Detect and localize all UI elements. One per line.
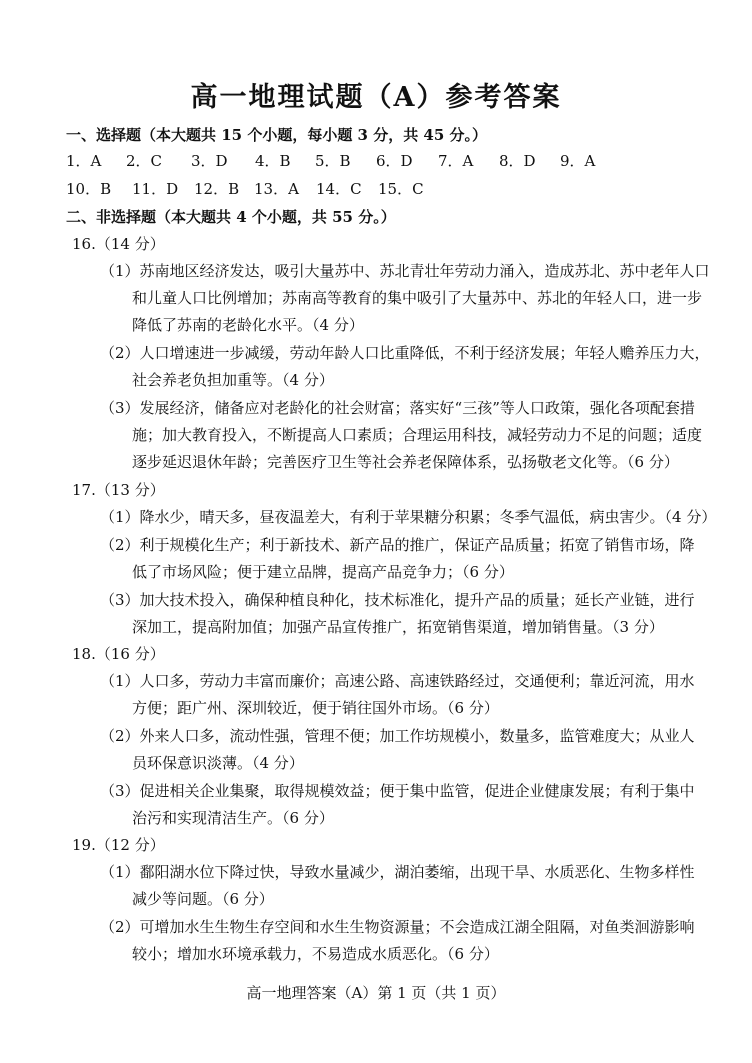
- mc-answer: 6．D: [376, 152, 413, 170]
- mc-answer: 15．C: [378, 180, 424, 198]
- answer-text: 减少等问题。（6 分）: [132, 890, 274, 908]
- answer-text: （3）发展经济，储备应对老龄化的社会财富；落实好“三孩”等人口政策，强化各项配套措: [100, 399, 695, 417]
- answer-text: 施；加大教育投入，不断提高人口素质；合理运用科技，减轻劳动力不足的问题；适度: [132, 426, 703, 444]
- answer-text: （1）降水少，晴天多，昼夜温差大，有利于苹果糖分积累；冬季气温低，病虫害少。（4 分）: [100, 508, 717, 526]
- answer-text: 方便；距广州、深圳较近，便于销往国外市场。（6 分）: [132, 699, 499, 717]
- mc-answer: 3．D: [191, 152, 228, 170]
- answer-text: （3）促进相关企业集聚，取得规模效益；便于集中监管，促进企业健康发展；有利于集中: [100, 782, 695, 800]
- answer-text: （1）人口多，劳动力丰富而廉价；高速公路、高速铁路经过，交通便利；靠近河流，用水: [100, 672, 695, 690]
- answer-text: （3）加大技术投入，确保种植良种化，技术标准化，提升产品的质量；延长产业链，进行: [100, 591, 695, 609]
- mc-answer: 12．B: [194, 180, 240, 198]
- question-16-label: 16.（14 分）: [72, 235, 165, 253]
- mc-answer: 14．C: [316, 180, 362, 198]
- answer-text: 低了市场风险；便于建立品牌，提高产品竞争力；（6 分）: [132, 563, 514, 581]
- mc-answer: 8．D: [499, 152, 536, 170]
- answer-text: 深加工，提高附加值；加强产品宣传推广，拓宽销售渠道，增加销售量。（3 分）: [132, 618, 664, 636]
- answer-text: （2）外来人口多，流动性强，管理不便；加工作坊规模小，数量多，监管难度大；从业人: [100, 727, 695, 745]
- mc-answer: 7．A: [438, 152, 474, 170]
- answer-text: 社会养老负担加重等。（4 分）: [132, 371, 334, 389]
- answer-text: 员环保意识淡薄。（4 分）: [132, 754, 304, 772]
- mc-answer: 5．B: [315, 152, 351, 170]
- page-title: 高一地理试题（A）参考答案: [190, 82, 562, 113]
- question-18-label: 18.（16 分）: [72, 645, 165, 663]
- answer-text: （2）人口增速进一步减缓，劳动年龄人口比重降低，不利于经济发展；年轻人赡养压力大，: [100, 344, 710, 362]
- answer-text: 逐步延迟退休年龄；完善医疗卫生等社会养老保障体系，弘扬敬老文化等。（6 分）: [132, 453, 679, 471]
- answer-text: （1）苏南地区经济发达，吸引大量苏中、苏北青壮年劳动力涌入，造成苏北、苏中老年人口: [100, 262, 710, 280]
- mc-answer: 13．A: [254, 180, 299, 198]
- mc-answer: 1．A: [66, 152, 102, 170]
- mc-answer: 9．A: [560, 152, 596, 170]
- answer-text: （2）利于规模化生产；利于新技术、新产品的推广，保证产品质量；拓宽了销售市场，降: [100, 536, 695, 554]
- page-footer: 高一地理答案（A）第 1 页（共 1 页）: [246, 984, 506, 1002]
- section1-heading: 一、选择题（本大题共 15 个小题，每小题 3 分，共 45 分。）: [66, 126, 488, 144]
- mc-answer: 11．D: [132, 180, 179, 198]
- mc-answer: 2．C: [126, 152, 163, 170]
- answer-text: 和儿童人口比例增加；苏南高等教育的集中吸引了大量苏中、苏北的年轻人口，进一步: [132, 289, 703, 307]
- question-19-label: 19.（12 分）: [72, 836, 165, 854]
- question-17-label: 17.（13 分）: [72, 481, 165, 499]
- answer-text: 降低了苏南的老龄化水平。（4 分）: [132, 316, 364, 334]
- answer-text: （1）鄱阳湖水位下降过快，导致水量减少，湖泊萎缩，出现干旱、水质恶化、生物多样性: [100, 863, 695, 881]
- answer-text: 治污和实现清洁生产。（6 分）: [132, 809, 334, 827]
- mc-answer: 4．B: [255, 152, 291, 170]
- answer-text: （2）可增加水生生物生存空间和水生生物资源量；不会造成江湖全阻隔，对鱼类洄游影响: [100, 918, 695, 936]
- section2-heading: 二、非选择题（本大题共 4 个小题，共 55 分。）: [66, 208, 396, 226]
- answer-text: 较小；增加水环境承载力，不易造成水质恶化。（6 分）: [132, 945, 499, 963]
- mc-answer: 10．B: [66, 180, 112, 198]
